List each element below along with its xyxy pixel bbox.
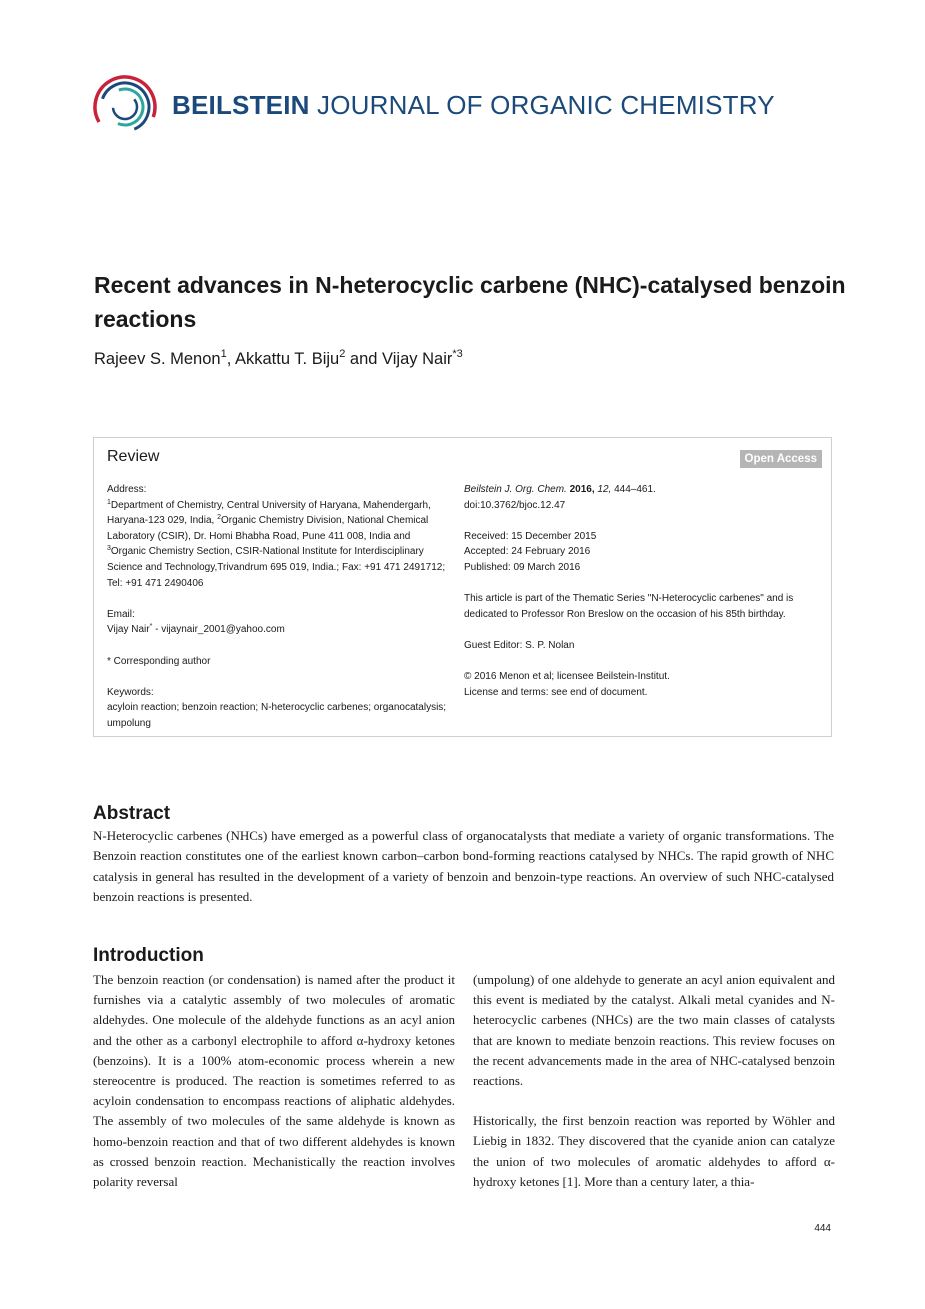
page-number: 444: [814, 1223, 831, 1234]
keywords-text: acyloin reaction; benzoin reaction; N-heterocyclic carbenes; organocatalysis; umpolung: [107, 702, 447, 729]
affiliation-text: Organic Chemistry Division, National Chemical Laboratory (CSIR), Dr. Homi Bhabha Road, Pune 411 008, India and: [107, 515, 429, 542]
email-label: Email:: [107, 608, 135, 620]
affiliation-marker: 3: [107, 545, 111, 553]
author-name[interactable]: Rajeev S. Menon: [94, 350, 221, 368]
license-line: License and terms: see end of document.: [464, 686, 648, 698]
keywords-label: Keywords:: [107, 686, 154, 698]
introduction-heading: Introduction: [93, 945, 204, 966]
thematic-series-note: This article is part of the Thematic Series "N-Heterocyclic carbenes" and is dedicated to Professor Ron Breslow on the occasion of his 85th birthday.: [464, 593, 794, 620]
affiliation-text: Department of Chemistry, Central University of Haryana, Mahendergarh, Haryana-123 029, India,: [107, 499, 431, 527]
affiliation-marker: 1: [107, 498, 111, 506]
address-label: Address:: [107, 484, 147, 495]
citation-journal: Beilstein J. Org. Chem.: [464, 484, 567, 495]
email-line: [107, 622, 452, 638]
abstract-text: N-Heterocyclic carbenes (NHCs) have emerged as a powerful class of organocatalysts that mediate a variety of organic transformations. The Benzoin reaction constitutes one of the earliest known carbon–carbon bond-forming reactions catalysed by NHCs. The rapid growth of NHC catalysis in general has resulted in the development of a variety of benzoin and benzoin-type reactions. An overview of such NHC-catalysed benzoin reactions is presented.: [93, 828, 834, 904]
citation-pages: 444–461.: [614, 484, 656, 495]
introduction-paragraph: The benzoin reaction (or condensation) is named after the product it furnishes via a catalytic assembly of two molecules of aromatic aldehydes. One molecule of the aldehyde functions as an acyl anion and the other as a carbonyl electrophile to afford α-hydroxy ketones (benzoins). It is a 100% atom-economic process wherein a new stereocentre is produced. The reaction is sometimes referred to as acyloin condensation to encompass reactions of aliphatic aldehydes. The assembly of two molecules of the same aldehyde is known as homo-benzoin reaction and that of two different aldehydes is known as crossed benzoin reaction. Mechanistically the reaction involves polarity reversal: [93, 972, 455, 1190]
address-text: [107, 498, 452, 592]
author-name[interactable]: Vijay Nair: [382, 350, 453, 368]
received-date: Received: 15 December 2015: [464, 530, 597, 542]
affiliation-marker: 2: [217, 514, 221, 522]
journal-name[interactable]: [172, 90, 775, 121]
info-left-column: [107, 482, 452, 732]
citation-line: [464, 482, 824, 498]
citation-volume: 12,: [597, 484, 612, 495]
accepted-date: Accepted: 24 February 2016: [464, 546, 591, 558]
journal-name-bold: BEILSTEIN: [172, 90, 310, 120]
introduction-left-column: [93, 970, 455, 1192]
abstract-heading: Abstract: [93, 803, 171, 824]
author-separator: ,: [226, 350, 235, 368]
email-author-name: Vijay Nair: [107, 624, 150, 636]
author-name[interactable]: Akkattu T. Biju: [234, 350, 340, 368]
corresponding-note: * Corresponding author: [107, 655, 211, 667]
affiliation-text: Organic Chemistry Section, CSIR-National Institute for Interdisciplinary Science and Technology,Trivandrum 695 019, India.; Fax: +91 471 2491712; Tel: +91 471 2490406: [107, 546, 446, 589]
corresponding-marker: *: [149, 623, 153, 631]
article-title: Recent advances in N-heterocyclic carbene (NHC)-catalysed benzoin reactions: [94, 272, 846, 332]
open-access-badge[interactable]: Open Access: [740, 450, 822, 468]
article-info-box: [93, 437, 832, 737]
journal-logo-icon: [92, 74, 158, 140]
guest-editor: Guest Editor: S. P. Nolan: [464, 639, 575, 651]
citation-year: 2016,: [569, 484, 595, 495]
author-affiliation-marker: 1: [220, 348, 227, 360]
doi-link[interactable]: doi:10.3762/bjoc.12.47: [464, 499, 566, 511]
copyright-line: © 2016 Menon et al; licensee Beilstein-Institut.: [464, 671, 670, 683]
author-list: [94, 350, 463, 369]
journal-name-rest: JOURNAL OF ORGANIC CHEMISTRY: [309, 90, 775, 120]
introduction-paragraph: Historically, the first benzoin reaction was reported by Wöhler and Liebig in 1832. They discovered that the cyanide anion can catalyze the union of two molecules of aromatic aldehydes to afford α-hydroxy ketones [1]. More than a century later, a thia-: [473, 1113, 835, 1189]
author-affiliation-marker: 2: [339, 348, 346, 360]
introduction-right-column: [473, 970, 835, 1192]
article-type-label: Review: [107, 448, 160, 465]
author-affiliation-marker: *3: [452, 348, 463, 360]
info-right-column: [464, 482, 824, 700]
email-address-link[interactable]: - vijaynair_2001@yahoo.com: [152, 624, 285, 636]
published-date: Published: 09 March 2016: [464, 561, 581, 573]
introduction-paragraph: (umpolung) of one aldehyde to generate an acyl anion equivalent and this event is mediated by the catalyst. Alkali metal cyanides and N-heterocyclic carbenes (NHCs) are the two main classes of catalysts that are known to mediate benzoin reactions. This review focuses on the recent advancements made in the area of NHC-catalysed benzoin reactions.: [473, 972, 835, 1089]
author-separator: and: [345, 350, 383, 368]
